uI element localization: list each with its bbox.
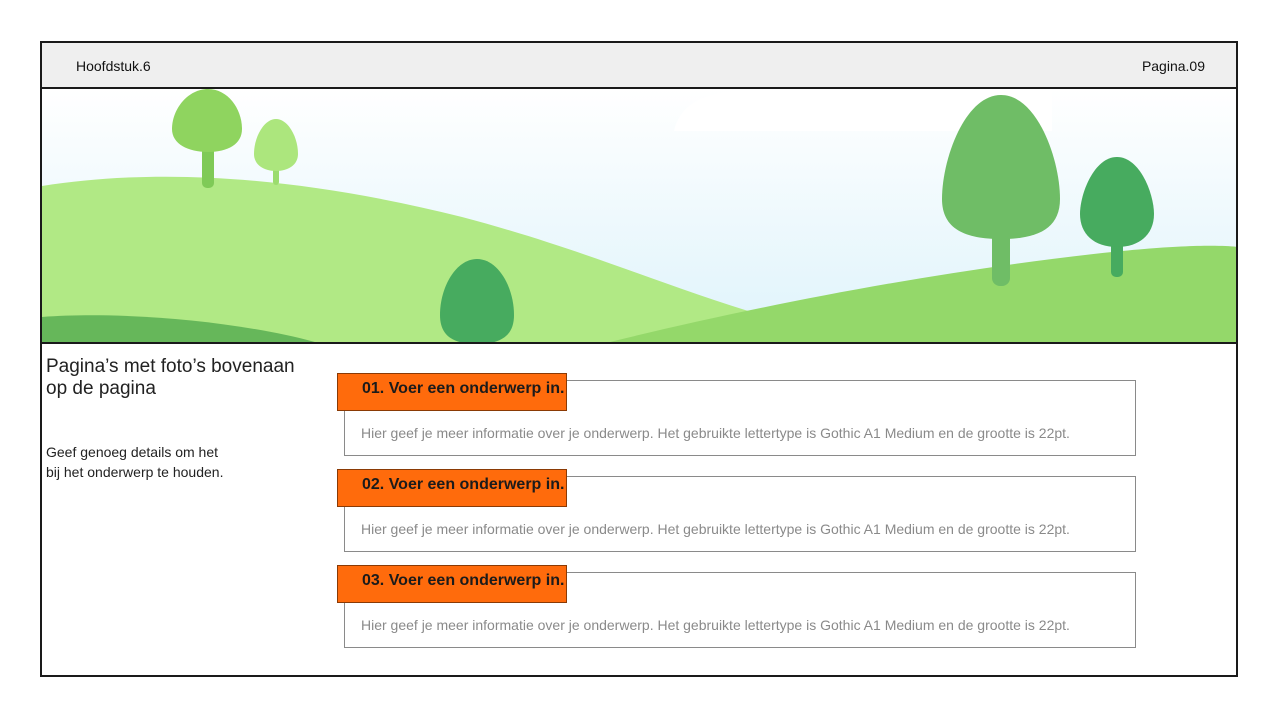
- topic-title-3: 03. Voer een onderwerp in.: [337, 565, 567, 603]
- section-title: [46, 356, 306, 400]
- section-description-line2: bij het onderwerp te houden.: [46, 464, 224, 480]
- section-title-line1: Pagina’s met foto’s bovenaan: [46, 356, 295, 377]
- topic-title-1: 01. Voer een onderwerp in.: [337, 373, 567, 411]
- landscape-illustration: [42, 89, 1236, 344]
- topic-body-1: Hier geef je meer informatie over je onderwerp. Het gebruikte lettertype is Gothic A1 Medium en de grootte is 22pt.: [361, 425, 1070, 441]
- chapter-label: Hoofdstuk.6: [76, 58, 151, 74]
- section-description: [46, 442, 306, 482]
- topic-card-2: [344, 476, 1136, 552]
- topic-body-3: Hier geef je meer informatie over je onderwerp. Het gebruikte lettertype is Gothic A1 Medium en de grootte is 22pt.: [361, 617, 1070, 633]
- topic-title-2: 02. Voer een onderwerp in.: [337, 469, 567, 507]
- hero-image: [42, 89, 1236, 344]
- section-title-line2: op de pagina: [46, 378, 156, 399]
- topic-card-3: [344, 572, 1136, 648]
- topic-card-1: [344, 380, 1136, 456]
- section-description-line1: Geef genoeg details om het: [46, 444, 219, 460]
- topic-body-2: Hier geef je meer informatie over je onderwerp. Het gebruikte lettertype is Gothic A1 Medium en de grootte is 22pt.: [361, 521, 1070, 537]
- page-number: Pagina.09: [1141, 58, 1205, 74]
- page-header: [42, 43, 1236, 89]
